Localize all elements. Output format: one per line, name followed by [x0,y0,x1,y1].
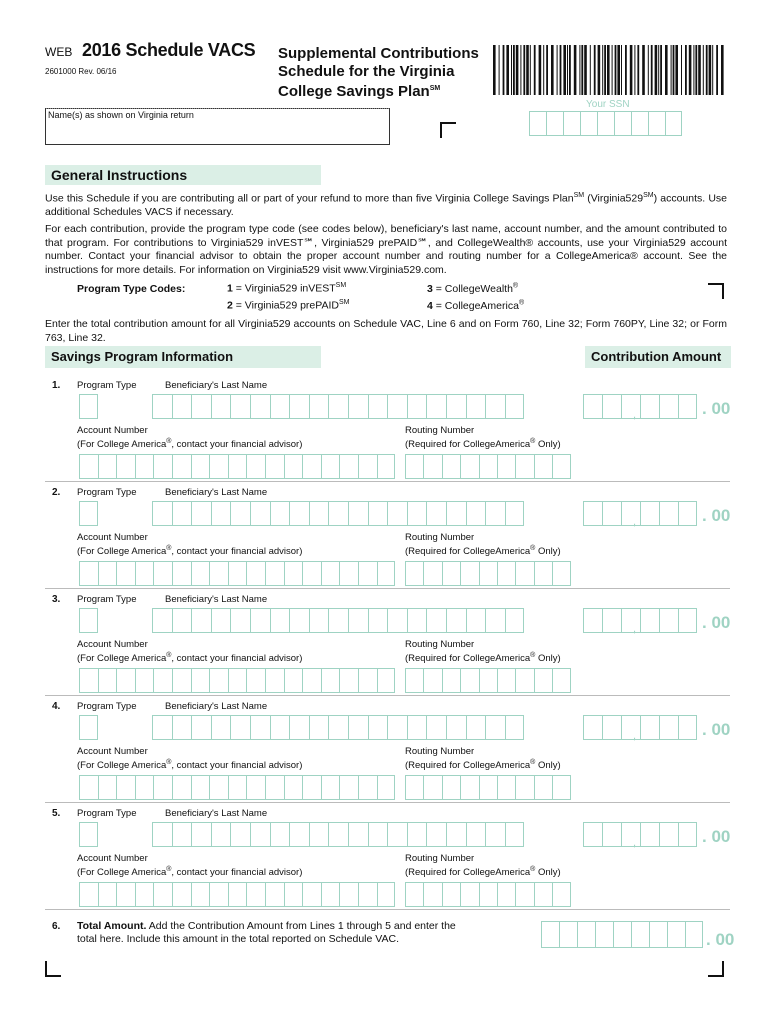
instructions-paragraph-2: For each contribution, provide the program type code (see codes below), beneficiary's last name, account number, and the amount contributed to that program. For contributions to Virginia529 inVEST℠, Virginia529 prePAID℠, and CollegeWealth® accounts, use your Virginia529 account number. Contact your financial advisor to obtain the proper account number and routing number for a CollegeAmerica® account. See the instructions for more details. For information on Virginia529 visit www.Virginia529.com. [45,223,727,276]
beneficiary-input[interactable] [152,715,524,740]
account-number-input[interactable] [79,882,395,907]
account-number-label: Account Number [77,532,148,543]
program-type-label: Program Type [77,380,137,391]
account-number-note: (For College America®, contact your financial advisor) [77,866,303,879]
beneficiary-label: Beneficiary's Last Name [165,701,268,712]
barcode-icon [493,45,725,95]
ssn-input[interactable] [529,111,682,136]
program-type-label: Program Type [77,487,137,498]
account-number-label: Account Number [77,639,148,650]
total-cents: . 00 [706,930,735,949]
account-number-input[interactable] [79,454,395,479]
contribution-cents: . 00 [702,613,731,632]
subtitle-line-2: Schedule for the Virginia [278,62,455,80]
form-title: 2016 Schedule VACS [82,40,256,60]
corner-mark-top [440,122,456,138]
line-number: 5. [52,808,61,819]
comma-icon: , [633,730,637,742]
beneficiary-input[interactable] [152,608,524,633]
comma-icon: , [633,837,637,849]
corner-mark-bottom-left [45,961,61,977]
instructions-paragraph-1: Use this Schedule if you are contributing all or part of your refund to more than five Virginia College Savings Plan℠ (Virginia529℠) accounts. Use additional Schedules VACS if necessary. [45,192,727,218]
entry-divider [45,481,730,482]
routing-number-input[interactable] [405,882,571,907]
line-number: 4. [52,701,61,712]
account-number-label: Account Number [77,746,148,757]
account-number-input[interactable] [79,775,395,800]
account-number-label: Account Number [77,853,148,864]
beneficiary-input[interactable] [152,501,524,526]
savings-header-bar [45,346,727,368]
total-amount-text: Total Amount. Add the Contribution Amount from Lines 1 through 5 and enter the total here. Include this amount in the total reported on Schedule VAC. [77,920,456,945]
contribution-amount-input[interactable] [583,715,697,740]
program-type-codes: Program Type Codes: 1 = Virginia529 inVEST℠ 3 = CollegeWealth® 2 = Virginia529 prePAID℠ 4 = CollegeAmerica® [77,282,525,312]
routing-number-input[interactable] [405,775,571,800]
beneficiary-input[interactable] [152,394,524,419]
program-type-input[interactable] [79,501,98,526]
routing-number-note: (Required for CollegeAmerica® Only) [405,866,561,879]
account-number-note: (For College America®, contact your financial advisor) [77,652,303,665]
account-number-input[interactable] [79,668,395,693]
name-label: Name(s) as shown on Virginia return [48,110,194,120]
general-instructions-heading: General Instructions [45,165,321,185]
account-number-note: (For College America®, contact your financial advisor) [77,438,303,451]
web-label: WEB [45,45,73,59]
routing-number-input[interactable] [405,668,571,693]
beneficiary-label: Beneficiary's Last Name [165,380,268,391]
subtitle-line-3: College Savings Plan [278,83,430,100]
beneficiary-input[interactable] [152,822,524,847]
contribution-cents: . 00 [702,506,731,525]
routing-number-input[interactable] [405,454,571,479]
contribution-amount-input[interactable] [583,501,697,526]
subtitle-sm: SM [429,85,441,92]
contribution-cents: . 00 [702,827,731,846]
entry-divider [45,588,730,589]
total-amount-input[interactable] [541,921,703,948]
beneficiary-label: Beneficiary's Last Name [165,808,268,819]
line-number: 1. [52,380,61,391]
routing-number-input[interactable] [405,561,571,586]
program-type-input[interactable] [79,394,98,419]
account-number-note: (For College America®, contact your financial advisor) [77,759,303,772]
program-type-label: Program Type [77,701,137,712]
routing-number-label: Routing Number [405,639,475,650]
contribution-cents: . 00 [702,399,731,418]
program-type-input[interactable] [79,715,98,740]
entry-divider [45,909,730,910]
program-type-label: Program Type [77,808,137,819]
entry-divider [45,802,730,803]
contribution-amount-input[interactable] [583,394,697,419]
contribution-amount-input[interactable] [583,822,697,847]
savings-heading: Savings Program Information [45,346,321,368]
beneficiary-label: Beneficiary's Last Name [165,487,268,498]
program-type-label: Program Type [77,594,137,605]
instructions-paragraph-3: Enter the total contribution amount for all Virginia529 accounts on Schedule VAC, Line 6 and on Form 760, Line 32; Form 760PY, Line 32; or Form 763, Line 32. [45,318,727,344]
form-subtitle [278,45,498,101]
corner-mark-bottom-right [708,961,724,977]
routing-number-note: (Required for CollegeAmerica® Only) [405,652,561,665]
routing-number-label: Routing Number [405,532,475,543]
subtitle-line-1: Supplemental Contributions [278,45,479,62]
account-number-label: Account Number [77,425,148,436]
line-number: 2. [52,487,61,498]
contribution-amount-heading: Contribution Amount [585,346,731,368]
account-number-note: (For College America®, contact your financial advisor) [77,545,303,558]
routing-number-label: Routing Number [405,425,475,436]
corner-mark-right [708,283,724,299]
comma-icon: , [633,409,637,421]
routing-number-label: Routing Number [405,746,475,757]
line-number-6: 6. [52,921,61,932]
beneficiary-label: Beneficiary's Last Name [165,594,268,605]
name-field[interactable] [45,108,390,145]
routing-number-note: (Required for CollegeAmerica® Only) [405,545,561,558]
comma-icon: , [633,623,637,635]
program-type-input[interactable] [79,822,98,847]
ssn-label: Your SSN [586,99,630,110]
program-type-input[interactable] [79,608,98,633]
line-number: 3. [52,594,61,605]
entry-divider [45,695,730,696]
contribution-cents: . 00 [702,720,731,739]
routing-number-note: (Required for CollegeAmerica® Only) [405,759,561,772]
routing-number-note: (Required for CollegeAmerica® Only) [405,438,561,451]
account-number-input[interactable] [79,561,395,586]
comma-icon: , [633,516,637,528]
contribution-amount-input[interactable] [583,608,697,633]
routing-number-label: Routing Number [405,853,475,864]
form-number: 2601000 Rev. 06/16 [45,67,117,76]
